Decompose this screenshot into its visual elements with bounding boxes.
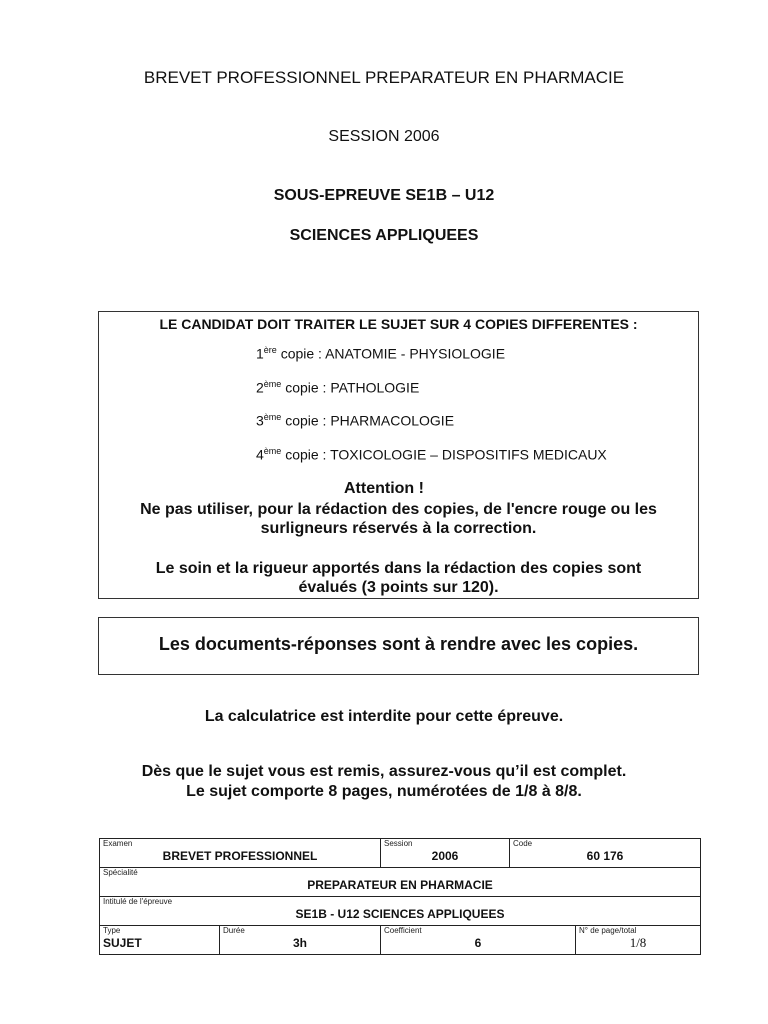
code-cell <box>510 839 701 868</box>
specialite-value: PREPARATEUR EN PHARMACIE <box>307 878 493 892</box>
copy-ordinal: ème <box>263 446 282 456</box>
completeness-line-1: Dès que le sujet vous est remis, assurez-vous qu’il est complet. <box>141 763 627 780</box>
duree-label: Durée <box>223 926 245 935</box>
copy-ordinal: ème <box>263 379 282 389</box>
page-cell <box>576 926 701 955</box>
session-value: 2006 <box>431 849 459 863</box>
copy-line-3 <box>256 412 454 429</box>
intitule-label: Intitulé de l'épreuve <box>103 897 173 906</box>
copy-ordinal: ème <box>263 412 282 422</box>
copy-line-2 <box>256 379 419 396</box>
type-cell <box>100 926 220 955</box>
examen-cell <box>100 839 381 868</box>
copy-text: copie : PHARMACOLOGIE <box>281 412 455 429</box>
type-value: SUJET <box>103 936 142 950</box>
copy-number: 4 <box>256 446 264 463</box>
calculator-notice: La calculatrice est interdite pour cette épreuve. <box>204 708 564 725</box>
code-label: Code <box>513 839 533 848</box>
document-title: BREVET PROFESSIONNEL PREPARATEUR EN PHARMACIE <box>143 68 625 87</box>
specialite-cell <box>100 868 701 897</box>
table-row <box>100 926 701 955</box>
page-label: N° de page/total <box>579 926 637 935</box>
coefficient-label: Coefficient <box>384 926 422 935</box>
exam-info-table <box>99 838 701 955</box>
coefficient-cell <box>381 926 576 955</box>
care-line-2: évalués (3 points sur 120). <box>298 579 499 596</box>
copy-text: copie : TOXICOLOGIE – DISPOSITIFS MEDICAUX <box>281 446 607 463</box>
table-row <box>100 897 701 926</box>
completeness-notice <box>0 762 768 802</box>
copy-text: copie : PATHOLOGIE <box>281 379 420 396</box>
documents-notice: Les documents-réponses sont à rendre avec les copies. <box>158 634 639 654</box>
table-row <box>100 839 701 868</box>
copy-line-1 <box>256 345 505 362</box>
copy-ordinal: ère <box>263 345 277 355</box>
copy-number: 2 <box>256 379 264 396</box>
instructions-heading: LE CANDIDAT DOIT TRAITER LE SUJET SUR 4 COPIES DIFFERENTES : <box>159 316 638 332</box>
examen-label: Examen <box>103 839 133 848</box>
duree-value: 3h <box>292 936 307 950</box>
session-label: Session <box>384 839 413 848</box>
specialite-label: Spécialité <box>103 868 138 877</box>
care-notice <box>98 559 699 597</box>
session-cell <box>381 839 510 868</box>
attention-line-1: Ne pas utiliser, pour la rédaction des copies, de l'encre rouge ou les <box>140 501 657 518</box>
code-value: 60 176 <box>586 849 624 863</box>
examen-value: BREVET PROFESSIONNEL <box>162 849 318 863</box>
table-row <box>100 868 701 897</box>
sub-epreuve-heading: SOUS-EPREUVE SE1B – U12 <box>273 187 495 204</box>
copy-number: 1 <box>256 345 264 362</box>
session-heading: SESSION 2006 <box>328 128 440 145</box>
coefficient-value: 6 <box>474 936 482 950</box>
duree-cell <box>220 926 381 955</box>
type-label: Type <box>103 926 121 935</box>
attention-title: Attention ! <box>344 480 424 497</box>
intitule-cell <box>100 897 701 926</box>
subject-heading: SCIENCES APPLIQUEES <box>289 227 479 244</box>
care-line-1: Le soin et la rigueur apportés dans la rédaction des copies sont <box>155 560 642 577</box>
copy-line-4 <box>256 446 607 463</box>
completeness-line-2: Le sujet comporte 8 pages, numérotées de 1/8 à 8/8. <box>186 783 582 800</box>
copy-number: 3 <box>256 412 264 429</box>
attention-line-2: surligneurs réservés à la correction. <box>260 520 537 537</box>
page-value: 1/8 <box>629 935 647 950</box>
intitule-value: SE1B - U12 SCIENCES APPLIQUEES <box>295 907 505 921</box>
attention-text <box>98 500 699 538</box>
copy-text: copie : ANATOMIE - PHYSIOLOGIE <box>276 345 506 362</box>
